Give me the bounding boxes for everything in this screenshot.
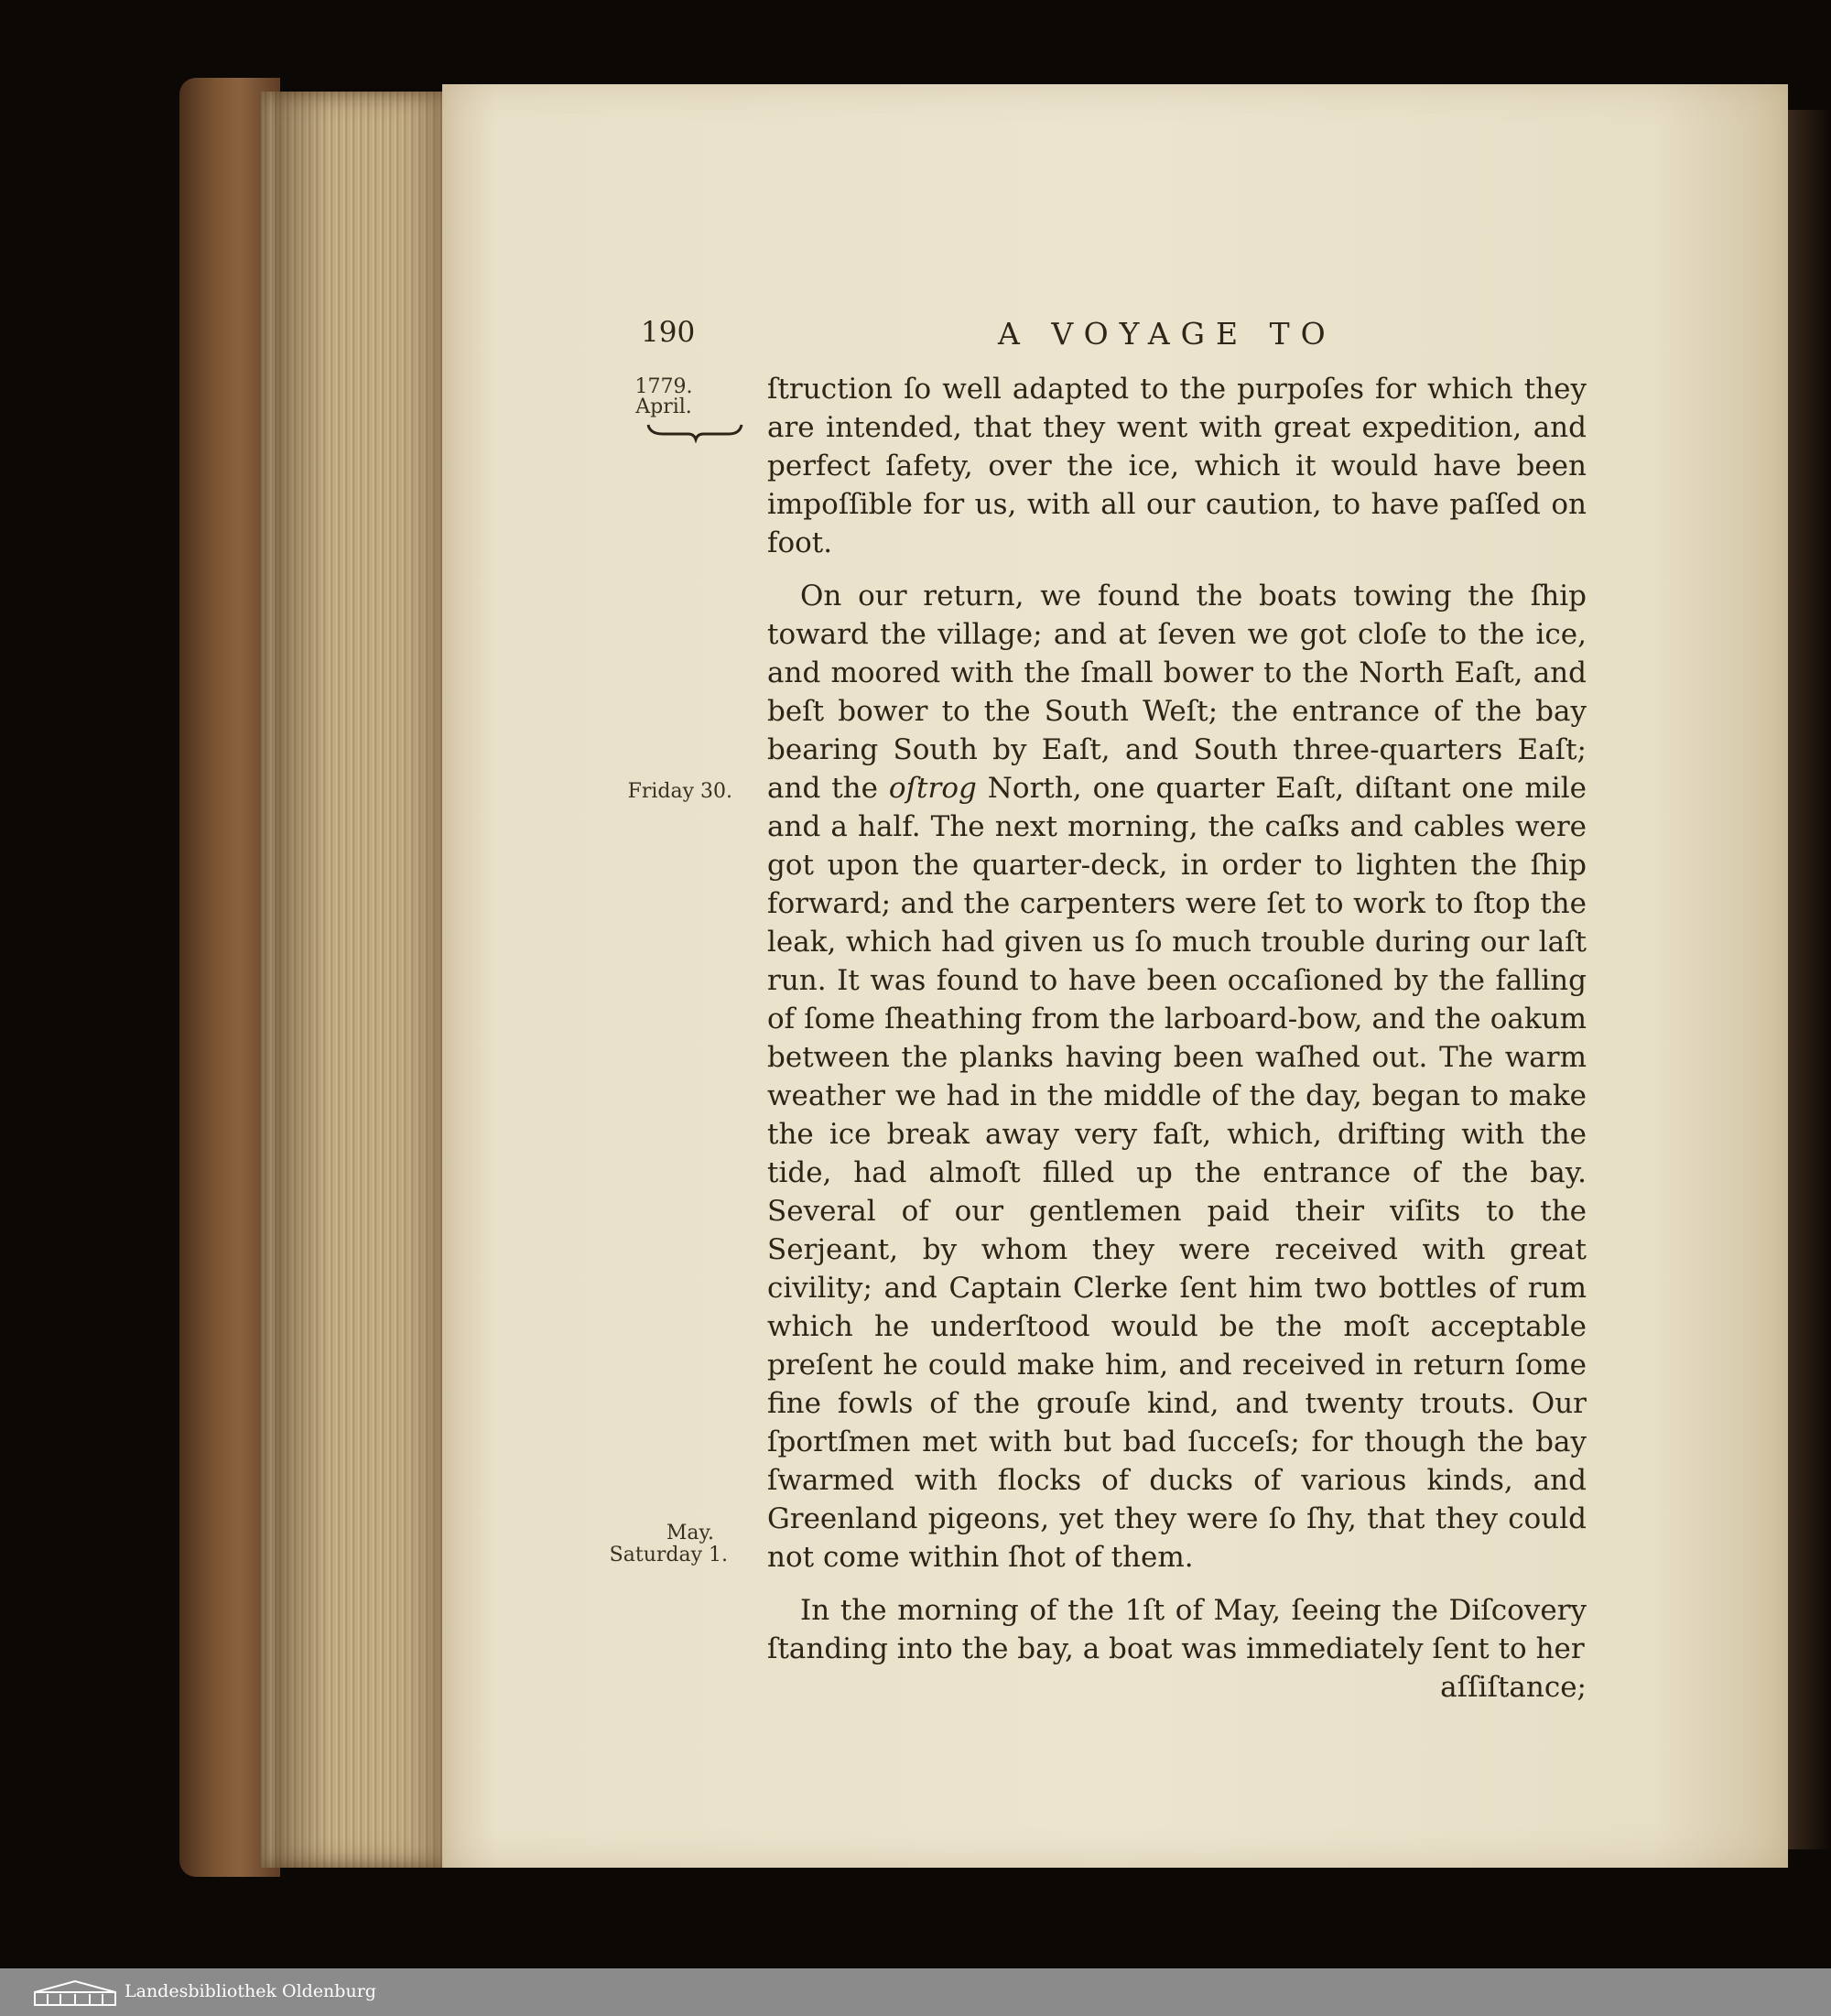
paragraph-gap xyxy=(767,562,1587,577)
book-gutter xyxy=(1787,110,1831,1849)
margin-brace xyxy=(645,421,745,443)
running-title: A VOYAGE TO xyxy=(998,316,1337,352)
margin-note-friday: Friday 30. xyxy=(627,780,732,803)
library-name: Landesbibliothek Oldenburg xyxy=(125,1981,376,2001)
margin-note-may: May. xyxy=(666,1522,714,1545)
paragraph-gap xyxy=(767,1577,1587,1591)
paragraph-3: In the morning of the 1ſt of May, ſeeing the Diſcovery ſtanding into the bay, a boat was immediately ſent to her xyxy=(767,1594,1587,1665)
page-number: 190 xyxy=(641,316,696,349)
paragraph-1: ſtruction ſo well adapted to the purpoſes for which they are intended, that they went with great expedition, and perfect ſafety, over the ice, which it would have been impoſſible for us, with all our caution, to have paſſed on foot. xyxy=(767,373,1587,559)
paragraph-2 xyxy=(767,577,1587,1577)
paragraph-2-part-a: On our return, we found the boats towing the ſhip toward the village; and at ſeven we got cloſe to the ice, and moored with the ſmall bower to the North Eaſt, and beſt bower to the South Weſt; the entrance of the bay bearing South by Eaſt, and South three-quarters Eaſt; and the xyxy=(767,580,1587,805)
catchword: aſſiſtance; xyxy=(1440,1671,1587,1704)
body-text xyxy=(767,370,1587,1707)
italic-ostrog: oſtrog xyxy=(888,772,977,805)
fore-edge-shadow xyxy=(275,92,330,1868)
library-building-icon xyxy=(33,1979,117,2007)
footer-bar xyxy=(0,1968,1831,2016)
margin-note-saturday: Saturday 1. xyxy=(609,1544,728,1566)
paragraph-2-part-b: North, one quarter Eaſt, diſtant one mile and a half. The next morning, the caſks and cables were got upon the quarter-deck, in order to lighten the ſhip forward; and the carpenters were ſet to work to ſtop the leak, which had given us ſo much trouble during our laſt run. It was found to have been occaſioned by the falling of ſome ſheathing from the larboard-bow, and the oakum between the planks having been waſhed out. The warm weather we had in the middle of the day, began to make the ice break away very faſt, which, drifting with the tide, had almoſt filled up the entrance of the bay. Several of our gentlemen paid their viſits to the Serjeant, by whom they were received with great civility; and Captain Clerke ſent him two bottles of rum which he underſtood would be the moſt acceptable preſent he could make him, and received in return ſome fine fowls of the grouſe kind, and twenty trouts. Our ſportſmen met with but bad ſucceſs; for though the bay ſwarmed with flocks of ducks of various kinds, and Greenland pigeons, yet they were ſo ſhy, that they could not come within ſhot of them. xyxy=(767,772,1587,1574)
margin-note-year: 1779. xyxy=(634,375,693,398)
margin-note-month: April. xyxy=(635,396,692,418)
